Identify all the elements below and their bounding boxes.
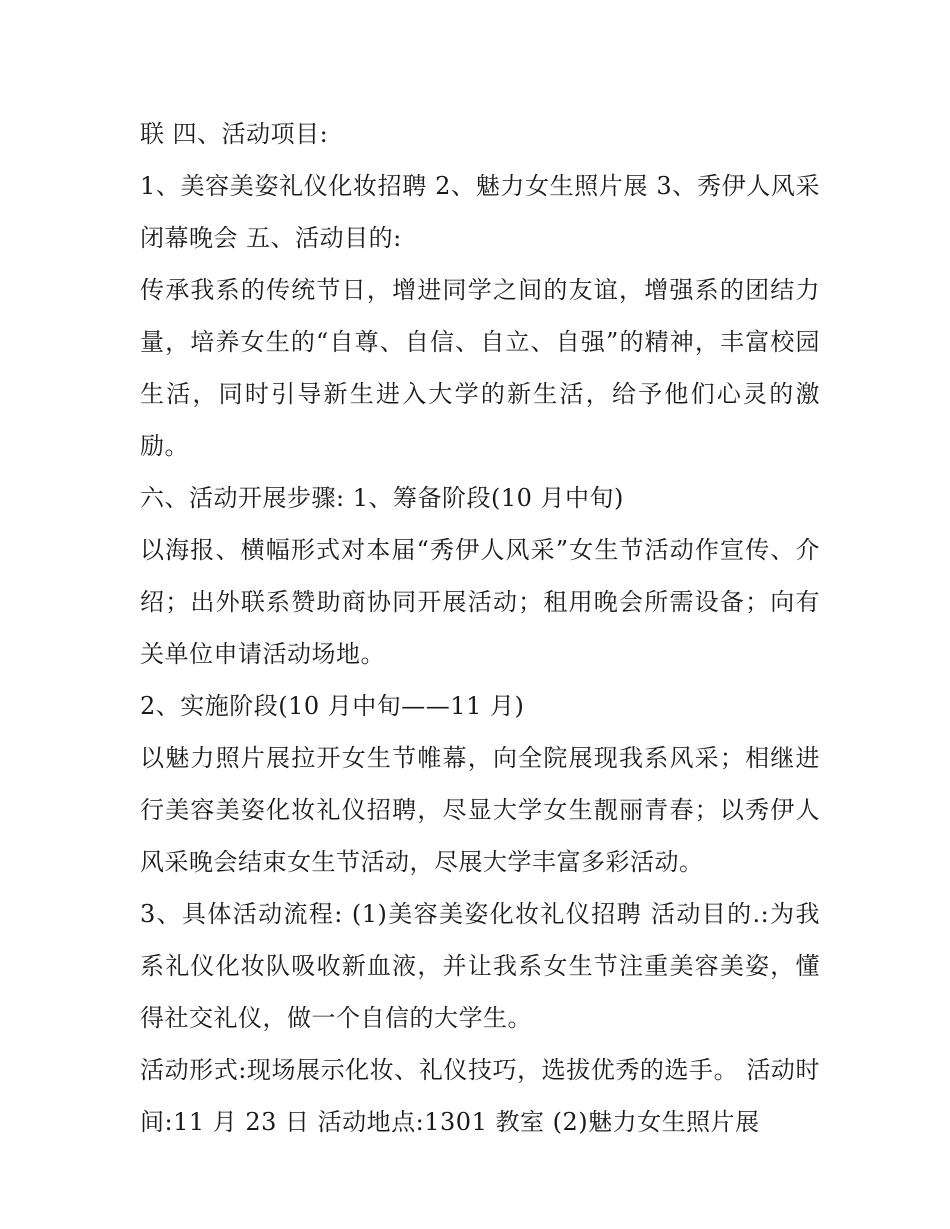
paragraph-implementation-heading: 2、实施阶段(10 月中旬——11 月): [140, 692, 525, 720]
paragraph-steps-heading: 六、活动开展步骤: 1、筹备阶段(10 月中旬): [140, 484, 624, 512]
document-body: [140, 108, 820, 1148]
paragraph-activity-purpose: 传承我系的传统节日，增进同学之间的友谊，增强系的团结力量，培养女生的“自尊、自信、自立、自强”的精神，丰富校园生活，同时引导新生进入大学的新生活，给予他们心灵的激励。: [140, 276, 820, 460]
paragraph-activity-items-list: 1、美容美姿礼仪化妆招聘 2、魅力女生照片展 3、秀伊人风采闭幕晚会 五、活动目的:: [140, 172, 820, 252]
paragraph-activity-items-heading: 联 四、活动项目:: [140, 120, 329, 148]
paragraph-activity-flow: 3、具体活动流程: (1)美容美姿化妆礼仪招聘 活动目的.:为我系礼仪化妆队吸收新血液，并让我系女生节注重美容美姿，懂得社交礼仪，做一个自信的大学生。: [140, 900, 820, 1032]
paragraph-activity-form: 活动形式:现场展示化妆、礼仪技巧，选拔优秀的选手。 活动时间:11 月 23 日 活动地点:1301 教室 (2)魅力女生照片展: [140, 1056, 820, 1136]
paragraph-preparation-stage: 以海报、横幅形式对本届“秀伊人风采”女生节活动作宣传、介绍；出外联系赞助商协同开展活动；租用晚会所需设备；向有关单位申请活动场地。: [140, 536, 820, 668]
paragraph-implementation-stage: 以魅力照片展拉开女生节帷幕，向全院展现我系风采；相继进行美容美姿化妆礼仪招聘，尽显大学女生靓丽青春；以秀伊人风采晚会结束女生节活动，尽展大学丰富多彩活动。: [140, 744, 820, 876]
